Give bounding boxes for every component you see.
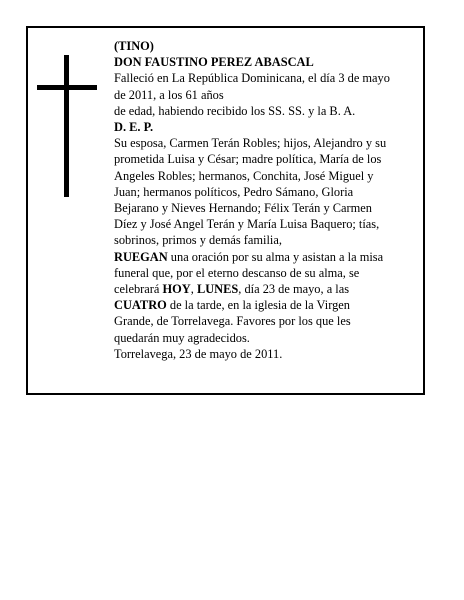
obituary-bold-text: D. E. P.	[114, 120, 154, 135]
obituary-line	[114, 70, 422, 86]
obituary-bold-text: CUATRO	[114, 298, 167, 313]
obituary-line	[114, 151, 422, 167]
obituary-text-segment: una oración por su alma y asistan a la misa	[167, 249, 384, 264]
obituary-bold-text: (TINO)	[114, 39, 154, 53]
obituary-text-segment: Díez y José Angel Terán y María Luisa Baquero; tías,	[114, 217, 380, 232]
obituary-line	[114, 103, 422, 119]
obituary-text-segment: prometida Luisa y César; madre política, María de los	[114, 152, 382, 167]
obituary-line	[114, 200, 422, 216]
obituary-line	[114, 265, 422, 281]
obituary-line	[114, 249, 422, 265]
obituary-text-segment: , día 23 de mayo, a las	[238, 282, 350, 297]
obituary-line	[114, 184, 422, 200]
obituary-line	[114, 313, 422, 329]
obituary-text-segment: de edad, habiendo recibido los SS. SS. y la B. A.	[114, 103, 356, 118]
obituary-text-segment: Bejarano y Nieves Hernando; Félix Terán y Carmen	[114, 201, 372, 216]
obituary-text	[114, 38, 422, 362]
obituary-text-segment: Torrelavega, 23 de mayo de 2011.	[114, 346, 283, 361]
obituary-line	[114, 216, 422, 232]
obituary-line	[114, 119, 422, 135]
obituary-text-segment: sobrinos, primos y demás familia,	[114, 233, 282, 248]
obituary-line	[114, 281, 422, 297]
obituary-bold-text: HOY	[162, 282, 191, 297]
obituary-text-segment: Grande, de Torrelavega. Favores por los que les	[114, 314, 351, 329]
obituary-line	[114, 330, 422, 346]
obituary-line	[114, 297, 422, 313]
obituary-text-segment: celebrará	[114, 282, 163, 297]
obituary-text-segment: de 2011, a los 61 años	[114, 87, 224, 102]
obituary-line	[114, 38, 422, 54]
obituary-text-segment: Juan; hermanos políticos, Pedro Sámano, Gloria	[114, 184, 354, 199]
obituary-line	[114, 232, 422, 248]
obituary-line	[114, 87, 422, 103]
obituary-line	[114, 168, 422, 184]
obituary-bold-text: RUEGAN	[114, 249, 168, 264]
cross-icon-vertical-bar	[64, 55, 69, 197]
obituary-text-segment: funeral que, por el eterno descanso de su alma, se	[114, 265, 360, 280]
obituary-text-segment: de la tarde, en la iglesia de la Virgen	[166, 298, 350, 313]
obituary-bold-text: LUNES	[196, 282, 239, 297]
obituary-line	[114, 346, 422, 362]
cross-icon-horizontal-bar	[37, 85, 97, 90]
obituary-line	[114, 135, 422, 151]
obituary-line	[114, 54, 422, 70]
obituary-bold-text: DON FAUSTINO PEREZ ABASCAL	[114, 55, 314, 70]
obituary-text-segment: Falleció en La República Dominicana, el día 3 de mayo	[114, 71, 390, 86]
obituary-text-segment: ,	[190, 282, 197, 297]
obituary-text-segment: quedarán muy agradecidos.	[114, 330, 250, 345]
obituary-text-segment: Angeles Robles; hermanos, Conchita, José Miguel y	[114, 168, 374, 183]
obituary-text-segment: Su esposa, Carmen Terán Robles; hijos, Alejandro y su	[114, 136, 387, 151]
